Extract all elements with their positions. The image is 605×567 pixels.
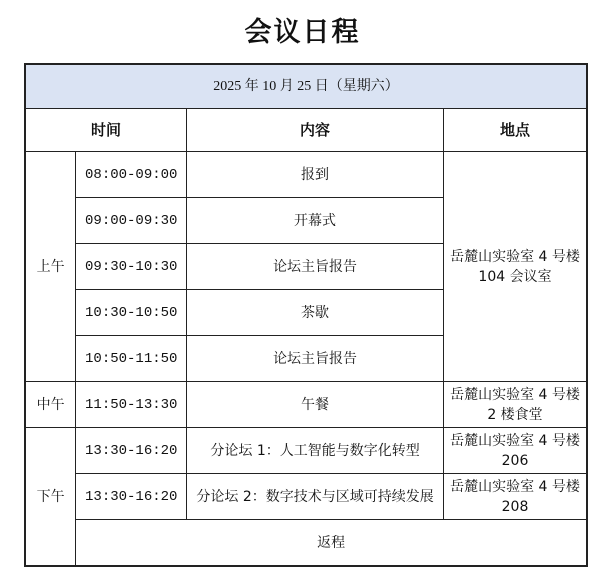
page-title: 会议日程 xyxy=(244,17,361,48)
content-cell: 分论坛 1：人工智能与数字化转型 xyxy=(187,428,444,474)
location-cell: 岳麓山实验室 4 号楼 2 楼食堂 xyxy=(444,382,588,428)
header-row xyxy=(25,109,587,152)
location-cell: 岳麓山实验室 4 号楼 104 会议室 xyxy=(444,152,588,382)
content-cell: 茶歇 xyxy=(187,290,444,336)
content-cell: 分论坛 2：数字技术与区域可持续发展 xyxy=(187,474,444,520)
content-cell: 报到 xyxy=(187,152,444,198)
location-cell: 岳麓山实验室 4 号楼 206 xyxy=(444,428,588,474)
time-cell: 13:30-16:20 xyxy=(76,474,187,520)
time-cell: 10:50-11:50 xyxy=(76,336,187,382)
time-cell: 10:30-10:50 xyxy=(76,290,187,336)
period-noon: 中午 xyxy=(25,382,76,428)
table-row xyxy=(25,152,587,198)
location-cell: 岳麓山实验室 4 号楼 208 xyxy=(444,474,588,520)
content-cell: 论坛主旨报告 xyxy=(187,244,444,290)
time-cell: 09:00-09:30 xyxy=(76,198,187,244)
period-afternoon: 下午 xyxy=(25,428,76,567)
content-cell: 开幕式 xyxy=(187,198,444,244)
time-cell: 13:30-16:20 xyxy=(76,428,187,474)
header-location: 地点 xyxy=(444,109,588,152)
date-row xyxy=(25,64,587,109)
schedule-table xyxy=(24,63,588,567)
return-cell: 返程 xyxy=(76,520,587,567)
content-cell: 午餐 xyxy=(187,382,444,428)
date-cell: 2025 年 10 月 25 日（星期六） xyxy=(25,64,587,109)
header-content: 内容 xyxy=(187,109,444,152)
table-row xyxy=(25,474,587,520)
table-row xyxy=(25,428,587,474)
time-cell: 09:30-10:30 xyxy=(76,244,187,290)
time-cell: 08:00-09:00 xyxy=(76,152,187,198)
time-cell: 11:50-13:30 xyxy=(76,382,187,428)
table-row xyxy=(25,520,587,567)
period-morning: 上午 xyxy=(25,152,76,382)
table-row xyxy=(25,382,587,428)
content-cell: 论坛主旨报告 xyxy=(187,336,444,382)
header-time: 时间 xyxy=(25,109,187,152)
